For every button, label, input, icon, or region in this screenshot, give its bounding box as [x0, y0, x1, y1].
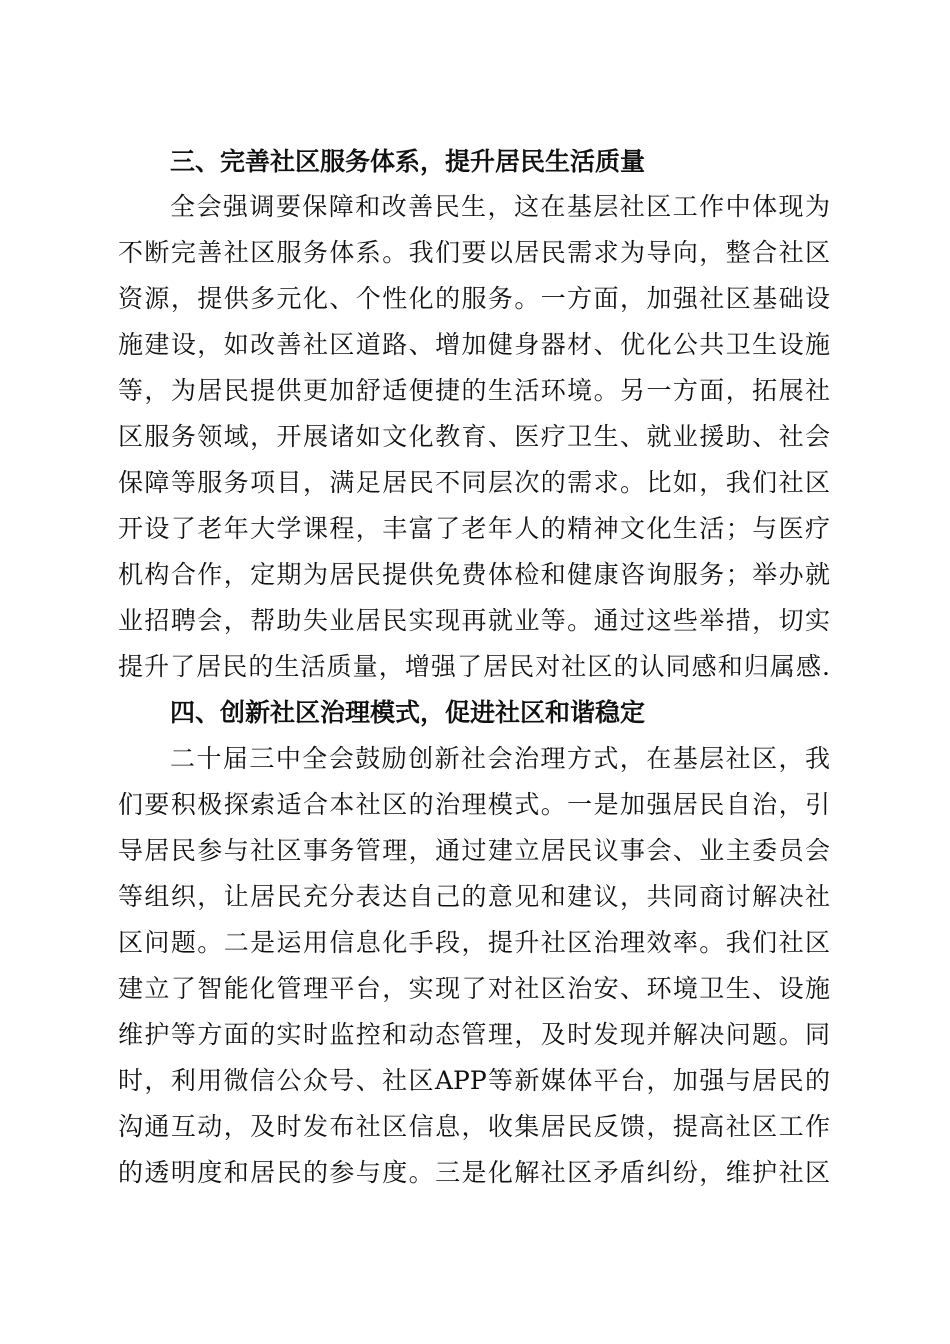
section-3-line-5: 等，为居民提供更加舒适便捷的生活环境。另一方面，拓展社: [118, 376, 830, 405]
section-3-line-10: 业招聘会，帮助失业居民实现再就业等。通过这些举措，切实: [118, 606, 830, 635]
section-4-line-7: 维护等方面的实时监控和动态管理，及时发现并解决问题。同: [118, 1020, 830, 1049]
section-3-heading: 三、完善社区服务体系，提升居民生活质量: [170, 147, 646, 176]
section-4-line-4: 等组织，让居民充分表达自己的意见和建议，共同商讨解决社: [118, 882, 830, 911]
section-3-line-1: 全会强调要保障和改善民生，这在基层社区工作中体现为: [170, 192, 830, 221]
section-4-line-9: 沟通互动，及时发布社区信息，收集居民反馈，提高社区工作: [118, 1112, 830, 1141]
section-4-line-5: 区问题。二是运用信息化手段，提升社区治理效率。我们社区: [118, 928, 830, 957]
section-4-line-1: 二十届三中全会鼓励创新社会治理方式，在基层社区，我: [170, 744, 830, 773]
section-4-line-6: 建立了智能化管理平台，实现了对社区治安、环境卫生、设施: [118, 974, 830, 1003]
section-3-line-11: 提升了居民的生活质量，增强了居民对社区的认同感和归属感.: [118, 652, 830, 681]
section-3-line-7: 保障等服务项目，满足居民不同层次的需求。比如，我们社区: [118, 468, 830, 497]
section-3-line-3: 资源，提供多元化、个性化的服务。一方面，加强社区基础设: [118, 284, 830, 313]
section-4-heading: 四、创新社区治理模式，促进社区和谐稳定: [170, 698, 646, 727]
section-3-line-2: 不断完善社区服务体系。我们要以居民需求为导向，整合社区: [118, 238, 830, 267]
section-4-line-3: 导居民参与社区事务管理，通过建立居民议事会、业主委员会: [118, 836, 830, 865]
section-3-line-8: 开设了老年大学课程，丰富了老年人的精神文化生活；与医疗: [118, 514, 830, 543]
section-3-line-6: 区服务领域，开展诸如文化教育、医疗卫生、就业援助、社会: [118, 422, 830, 451]
section-4-line-2: 们要积极探索适合本社区的治理模式。一是加强居民自治，引: [118, 790, 830, 819]
section-4-line-10: 的透明度和居民的参与度。三是化解社区矛盾纠纷，维护社区: [118, 1158, 830, 1187]
section-3-line-4: 施建设，如改善社区道路、增加健身器材、优化公共卫生设施: [118, 330, 830, 359]
section-4-line-8: 时，利用微信公众号、社区APP等新媒体平台，加强与居民的: [118, 1066, 830, 1095]
section-3-line-9: 机构合作，定期为居民提供免费体检和健康咨询服务；举办就: [118, 560, 830, 589]
